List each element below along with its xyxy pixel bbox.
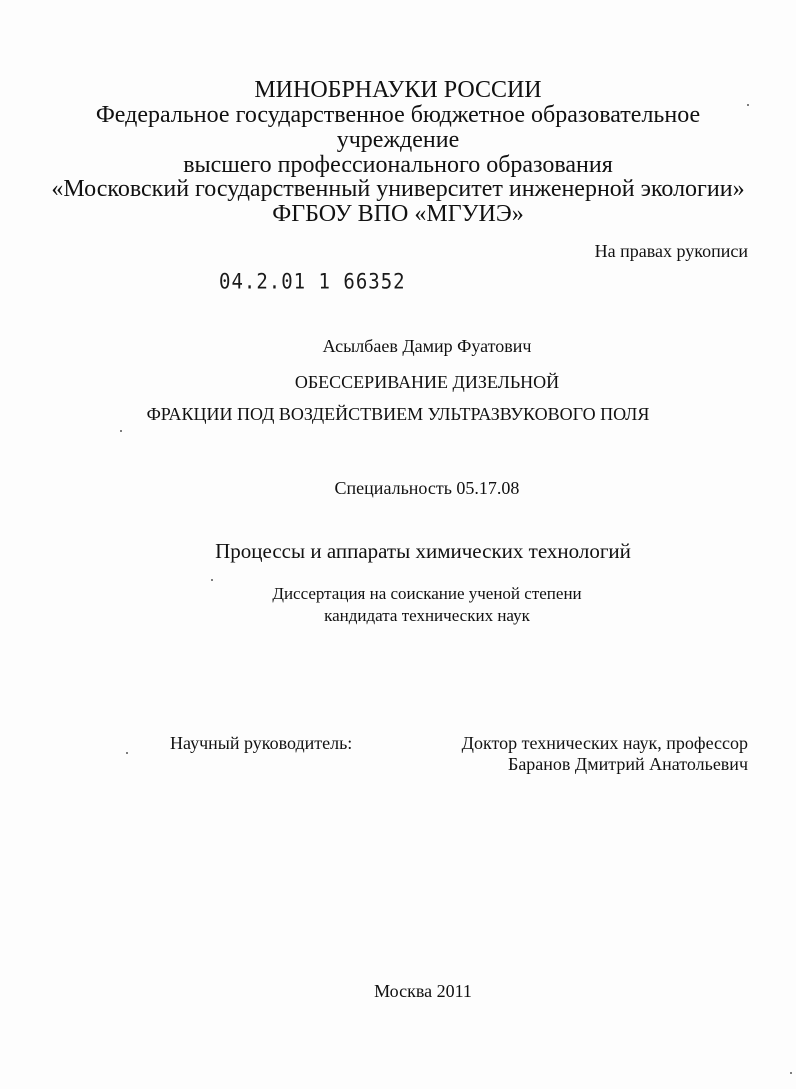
dissertation-title-line-2: ФРАКЦИИ ПОД ВОЗДЕЙСТВИЕМ УЛЬТРАЗВУКОВОГО ПОЛЯ — [146, 404, 650, 424]
scan-speck — [126, 752, 128, 754]
scan-speck — [790, 1072, 792, 1074]
advisor-rank: Доктор технических наук, профессор — [461, 733, 748, 753]
advisor-label: Научный руководитель: — [170, 733, 353, 753]
institution-line-1: Федеральное государственное бюджетное образовательное — [95, 102, 701, 128]
university-name: «Московский государственный университет инженерной экологии» — [51, 176, 745, 202]
institution-line-2: учреждение — [336, 127, 460, 153]
scan-speck — [211, 579, 213, 581]
specialty-code: Специальность 05.17.08 — [334, 478, 520, 498]
degree-line-1: Диссертация на соискание ученой степени — [272, 584, 582, 603]
manuscript-note: На правах рукописи — [594, 241, 748, 261]
ministry-heading: МИНОБРНАУКИ РОССИИ — [254, 77, 542, 103]
university-abbreviation: ФГБОУ ВПО «МГУИЭ» — [272, 201, 524, 227]
advisor-name: Баранов Дмитрий Анатольевич — [507, 754, 748, 774]
city-year: Москва 2011 — [374, 981, 472, 1001]
institution-line-3: высшего профессионального образования — [183, 152, 613, 178]
registration-stamp: 04.2.01 1 66352 — [219, 270, 406, 295]
author-name: Асылбаев Дамир Фуатович — [322, 336, 532, 356]
scan-speck — [747, 104, 749, 106]
specialty-name: Процессы и аппараты химических технологий — [215, 539, 631, 563]
degree-line-2: кандидата технических наук — [324, 606, 530, 625]
dissertation-title-line-1: ОБЕССЕРИВАНИЕ ДИЗЕЛЬНОЙ — [294, 372, 560, 392]
scan-speck — [120, 430, 122, 432]
